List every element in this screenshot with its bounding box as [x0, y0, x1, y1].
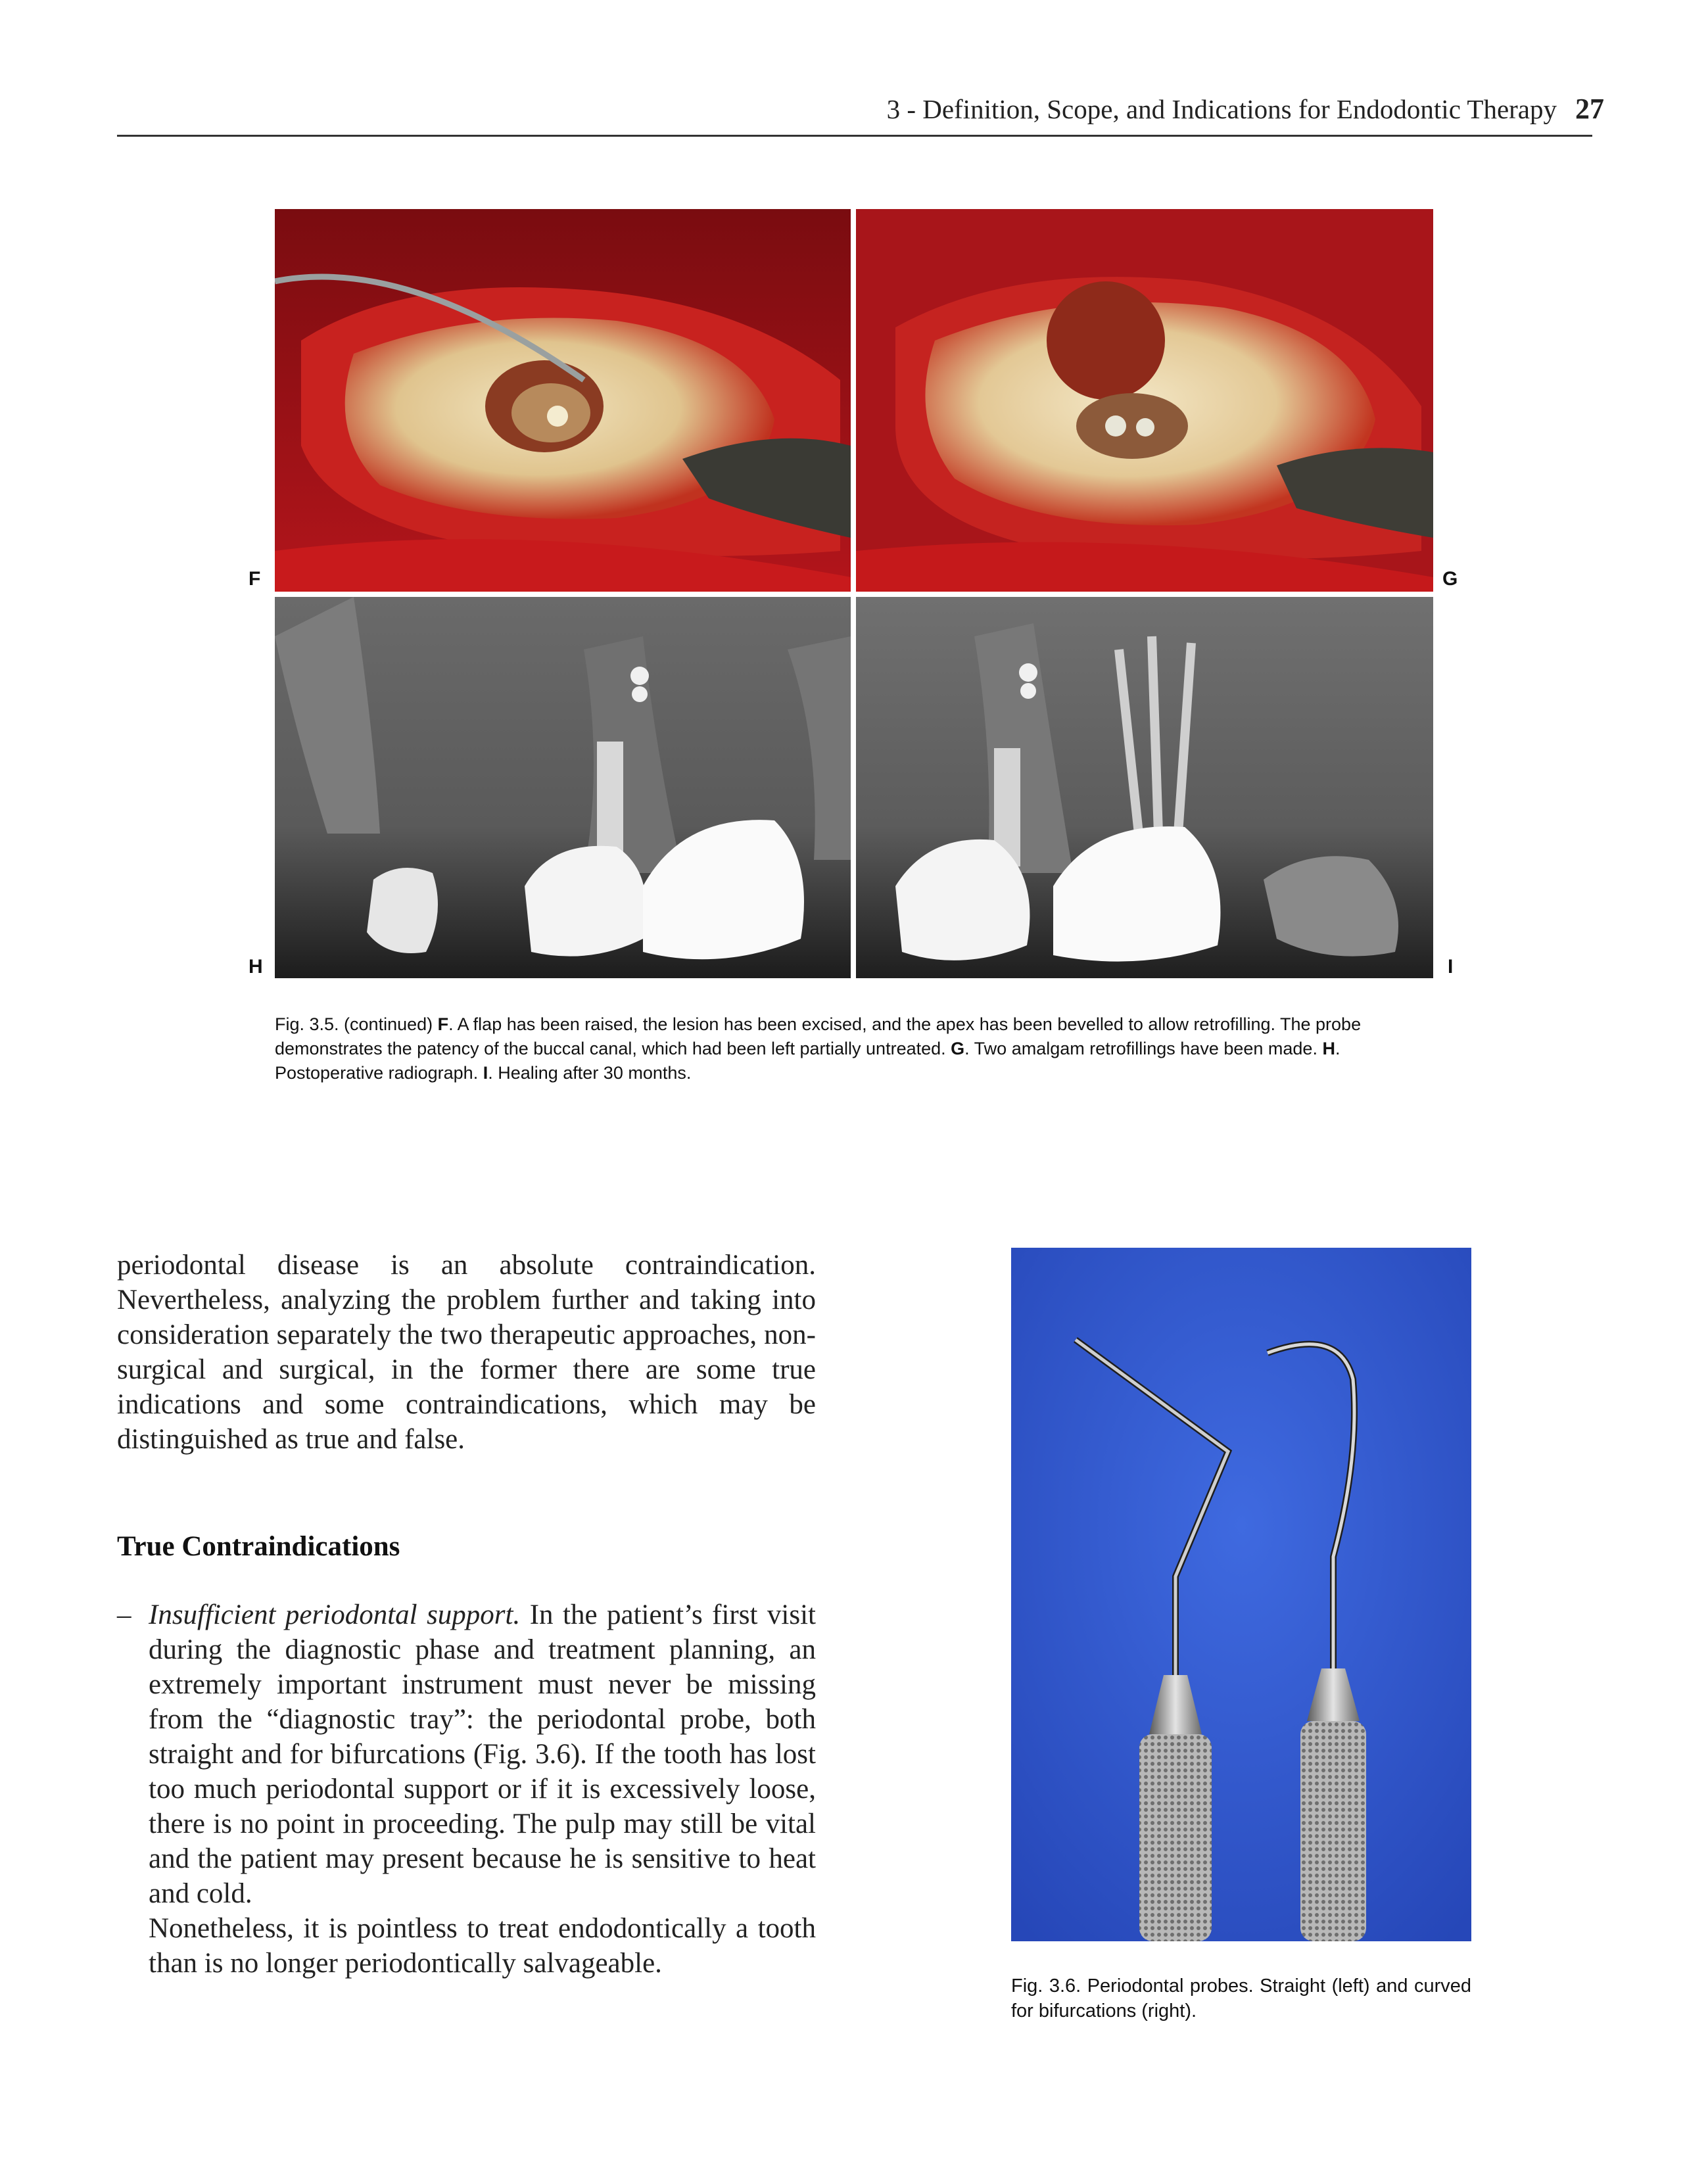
figure-label-i: I — [1448, 956, 1454, 978]
caption-text-h: . Postoperative radiograph. — [275, 1039, 1340, 1083]
list-item — [117, 1597, 816, 1981]
figure-panel-g-photo — [856, 209, 1433, 592]
caption-text-i: . Healing after 30 months. — [488, 1063, 692, 1083]
caption-label-h: H — [1322, 1039, 1335, 1058]
caption-prefix: Fig. 3.5. (continued) — [275, 1014, 438, 1034]
caption-label-g: G — [951, 1039, 965, 1058]
list-dash: – — [117, 1599, 131, 1630]
running-head — [887, 92, 1604, 126]
caption-label-f: F — [437, 1014, 449, 1034]
list-item-text: In the patient’s first visit during the diagnostic phase and treatment planning, an extremely important instrument must never be missing from the “diagnostic tray”: the periodontal probe, both straight and for bifurcations (Fig. 3.6). If the tooth has lost too much periodontal support or if it is excessively loose, there is no point in proceeding. The pulp may still be vital and the patient may present because he is sensitive to heat and cold. — [149, 1599, 816, 1909]
figure-label-f: F — [249, 568, 261, 590]
page-number: 27 — [1575, 93, 1604, 125]
list-item-paragraph-1 — [149, 1597, 816, 1911]
figure-label-h: H — [249, 956, 263, 978]
intro-paragraph: periodontal disease is an absolute contraindication. Nevertheless, analyzing the problem further and taking into consideration separately the two therapeutic approaches, non-surgical and surgical, in the former there are some true indications and some contraindications, which may be distinguished as true and false. — [117, 1250, 816, 1455]
figure-panel-h-radiograph — [275, 597, 851, 978]
figure-panel-i-radiograph — [856, 597, 1433, 978]
header-rule — [117, 135, 1592, 137]
figure-3-5-caption — [275, 1012, 1433, 1085]
figure-3-6-caption: Fig. 3.6. Periodontal probes. Straight (left) and curved for bifurcations (right). — [1011, 1975, 1471, 2021]
list-item-title: Insufficient periodontal support. — [149, 1599, 521, 1630]
caption-label-i: I — [483, 1063, 488, 1083]
figure-3-6-photo — [1011, 1248, 1471, 1941]
figure-panel-f-photo — [275, 209, 851, 592]
list-item-paragraph-2: Nonetheless, it is pointless to treat endodontically a tooth than is no longer periodontically salvageable. — [149, 1913, 816, 1979]
running-title: 3 - Definition, Scope, and Indications for Endodontic Therapy — [886, 94, 1557, 124]
caption-text-g: . Two amalgam retrofillings have been made. — [964, 1039, 1323, 1058]
caption-text-f: . A flap has been raised, the lesion has been excised, and the apex has been bevelled to allow retrofilling. The probe demonstrates the patency of the buccal canal, which had been left partially untreated. — [275, 1014, 1362, 1058]
section-heading: True Contraindications — [117, 1531, 400, 1562]
figure-label-g: G — [1442, 568, 1458, 590]
list-item-body — [149, 1597, 816, 1981]
